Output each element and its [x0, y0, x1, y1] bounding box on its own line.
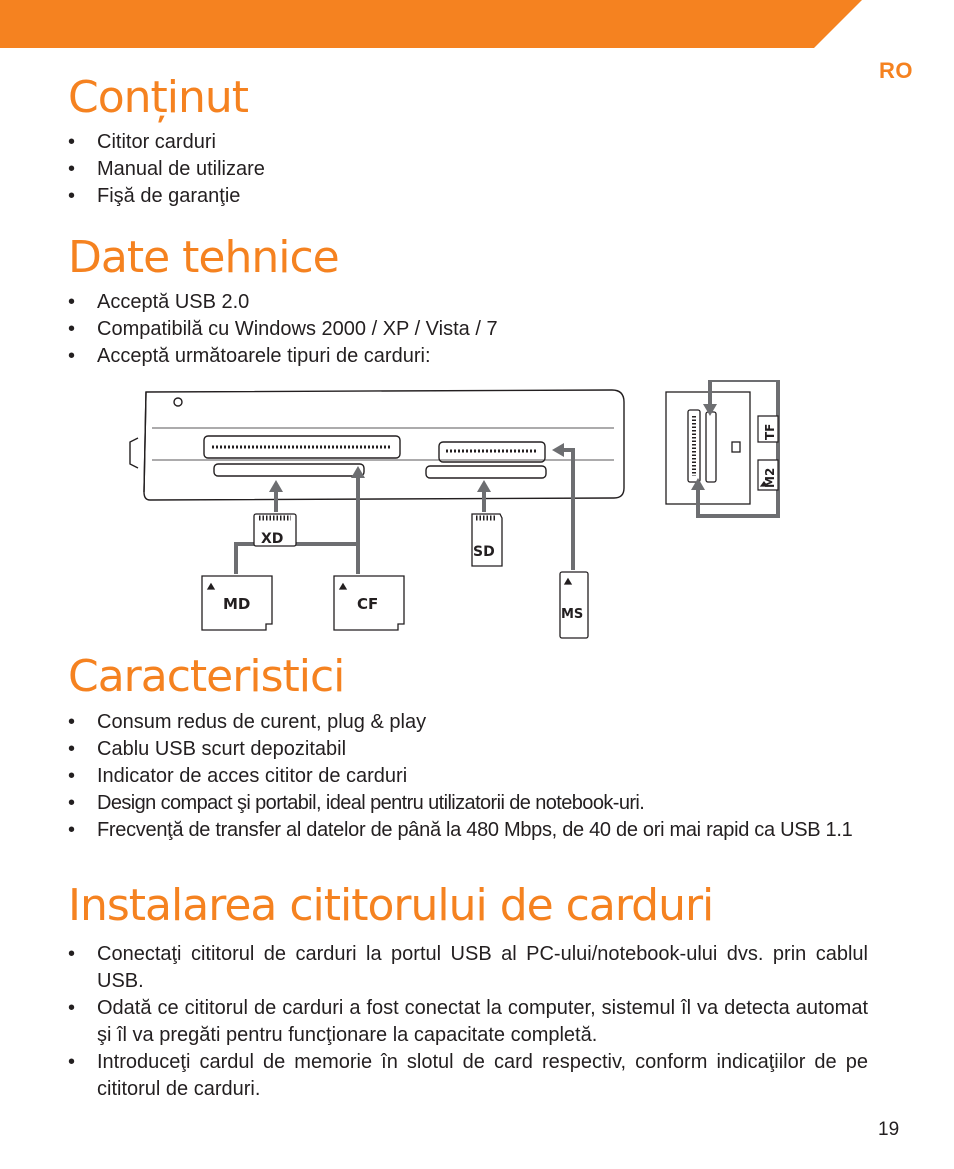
section-title-specs: Date tehnice — [68, 232, 339, 283]
list-item: • Frecvenţă de transfer al datelor de până la 480 Mbps, de 40 de ori mai rapid ca USB 1.1 — [68, 819, 853, 841]
list-item: • Odată ce cititorul de carduri a fost conectat la computer, sistemul îl va detecta automat şi îl va pregăti pentru funcţionare la capacitate completă. — [68, 997, 868, 1046]
list-item: • Introduceţi cardul de memorie în slotul de card respectiv, conform indicaţiilor de pe cititorul de carduri. — [68, 1051, 868, 1100]
list-item: • Fişă de garanţie — [68, 185, 241, 207]
features-list — [68, 709, 868, 844]
list-item: • Design compact şi portabil, ideal pentru utilizatorii de notebook-uri. — [68, 792, 645, 814]
language-code: RO — [879, 58, 913, 83]
header-banner — [0, 0, 954, 48]
sd-card-label: SD — [473, 544, 495, 560]
list-item: • Indicator de acces cititor de carduri — [68, 765, 408, 787]
install-list — [68, 941, 868, 1103]
ms-card — [560, 572, 588, 638]
page-number: 19 — [878, 1119, 900, 1140]
list-item: • Manual de utilizare — [68, 158, 265, 180]
list-item: • Cititor carduri — [68, 131, 216, 153]
cf-card-label: CF — [357, 595, 379, 613]
section-title-features: Caracteristici — [68, 651, 345, 702]
card-reader-body — [144, 390, 624, 500]
specs-list — [68, 289, 868, 370]
ms-card-label: MS — [561, 607, 584, 622]
list-item: • Cablu USB scurt depozitabil — [68, 738, 347, 760]
m2-card-label: M2 — [763, 467, 777, 488]
tf-card-label: TF — [763, 423, 777, 440]
xd-card-label: XD — [261, 531, 284, 547]
list-item: • Acceptă următoarele tipuri de carduri: — [68, 345, 431, 367]
md-card-label: MD — [223, 595, 251, 613]
section-title-contents: Conținut — [68, 72, 249, 123]
contents-list — [68, 129, 868, 210]
list-item: • Acceptă USB 2.0 — [68, 291, 250, 313]
list-item: • Consum redus de curent, plug & play — [68, 711, 427, 733]
list-item: • Compatibilă cu Windows 2000 / XP / Vista / 7 — [68, 318, 498, 340]
card-reader-diagram — [128, 380, 828, 642]
list-item: • Conectaţi cititorul de carduri la portul USB al PC-ului/notebook-ului dvs. prin cablul USB. — [68, 943, 868, 992]
section-title-install: Instalarea cititorului de carduri — [68, 880, 714, 931]
